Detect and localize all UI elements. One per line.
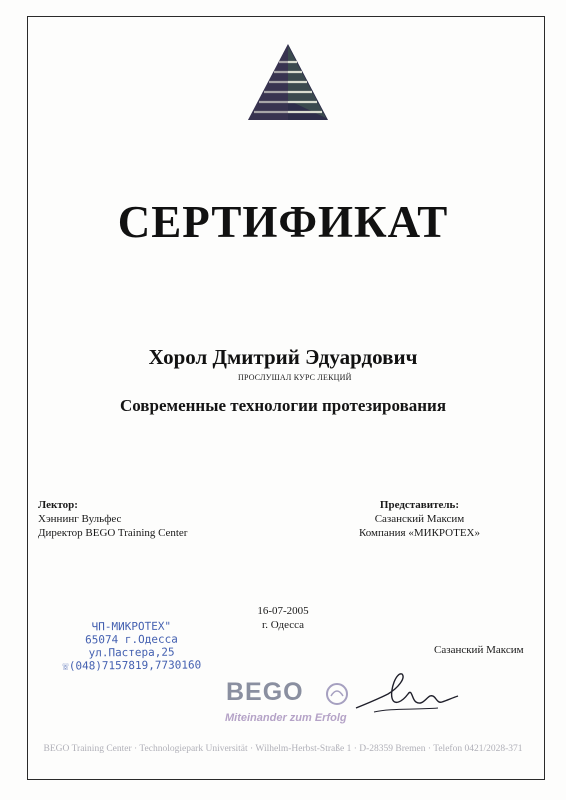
certificate-title: СЕРТИФИКАТ (117, 197, 449, 247)
stamp-line-3: ул.Пастера,25 (88, 645, 175, 660)
course-title: Современные технологии протезирования (119, 396, 447, 415)
recipient-name: Хорол Дмитрий Эдуардович (148, 345, 418, 369)
bego-logo: BEGO (226, 678, 304, 706)
stamp-line-2: 65074 г.Одесса (85, 632, 178, 647)
company-stamp (62, 619, 202, 672)
representative-company: Компания «МИКРОТЕХ» (358, 527, 480, 539)
signature-name: Сазанский Максим (434, 644, 524, 656)
stamp-line-4: ☏(048)7157819,7730160 (62, 658, 202, 673)
lecturer-position: Директор BEGO Training Center (38, 527, 188, 539)
handwritten-signature (352, 664, 462, 720)
lecturer-block (38, 498, 187, 540)
lecturer-name: Хэннинг Вульфес (38, 513, 122, 525)
issue-city: г. Одесса (261, 619, 305, 631)
issue-date: 16-07-2005 (257, 605, 309, 617)
pyramid-logo-icon (248, 44, 328, 120)
representative-name: Сазанский Максим (374, 513, 465, 525)
bego-slogan: Miteinander zum Erfolg (225, 712, 347, 724)
attended-label: ПРОСЛУШАЛ КУРС ЛЕКЦИЙ (238, 373, 352, 382)
representative-label: Представитель: (379, 499, 460, 511)
stamp-line-1: ЧП-МИКРОТЕХ" (91, 619, 172, 634)
footer-address: BEGO Training Center · Technologiepark Universität · Wilhelm-Herbst-Straße 1 · D-28359 Bremen · Telefon 0421/2028-371 (43, 744, 523, 754)
lecturer-label: Лектор: (38, 499, 78, 511)
representative-block (359, 498, 480, 540)
